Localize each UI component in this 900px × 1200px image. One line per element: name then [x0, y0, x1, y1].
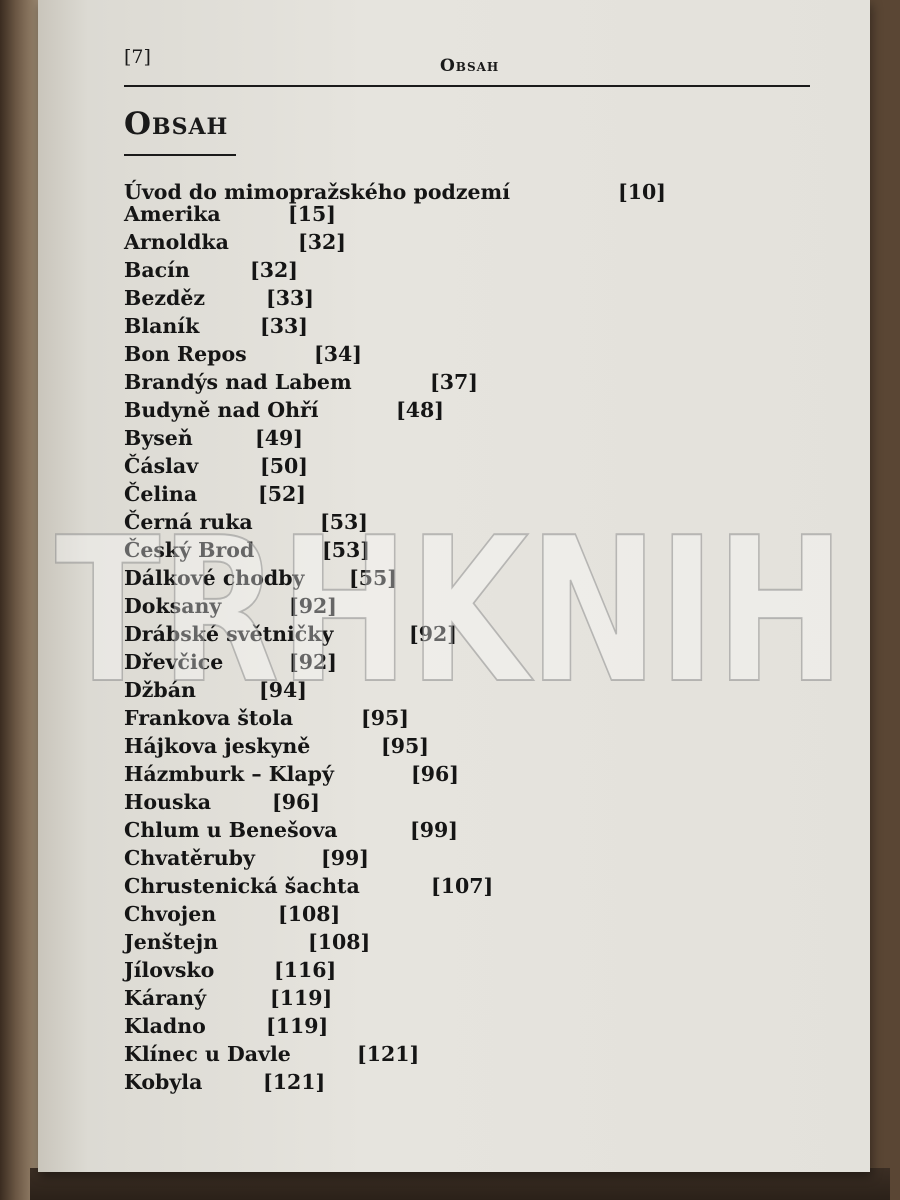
book-spine-shadow: [0, 0, 40, 1200]
toc-entry-page: [34]: [314, 342, 362, 366]
toc-entry-title: Dřevčice: [124, 650, 224, 674]
title-underline: [124, 154, 236, 156]
toc-entry-title: Doksany: [124, 594, 222, 618]
toc-entry-title: Hájkova jeskyně: [124, 734, 311, 758]
toc-entry-page: [92]: [409, 622, 457, 646]
toc-entry-page: [96]: [272, 790, 320, 814]
toc-entry-page: [48]: [396, 398, 444, 422]
toc-entry-title: Brandýs nad Labem: [124, 370, 352, 394]
toc-entry-page: [37]: [430, 370, 478, 394]
toc-entry-page: [33]: [266, 286, 314, 310]
toc-entry-page: [53]: [322, 538, 370, 562]
toc-entry-title: Blaník: [124, 314, 200, 338]
toc-entry-page: [92]: [289, 650, 337, 674]
toc-entry-title: Byseň: [124, 426, 193, 450]
toc-entry-page: [10]: [618, 180, 666, 204]
toc-entry-page: [15]: [288, 202, 336, 226]
toc-entry-title: Úvod do mimopražského podzemí: [124, 180, 510, 204]
toc-entry-page: [108]: [278, 902, 341, 926]
toc-entry-title: Houska: [124, 790, 211, 814]
toc-entry-page: [119]: [270, 986, 333, 1010]
toc-entry-page: [50]: [260, 454, 308, 478]
toc-entry-page: [119]: [266, 1014, 329, 1038]
toc-entry-title: Budyně nad Ohří: [124, 398, 319, 422]
book-bottom-edge: [30, 1168, 890, 1200]
toc-entry-title: Dálkové chodby: [124, 566, 305, 590]
running-head: Obsah: [440, 56, 500, 76]
toc-entry-title: Chrustenická šachta: [124, 874, 360, 898]
toc-entry-title: Klínec u Davle: [124, 1042, 291, 1066]
toc-entry-title: Drábské světničky: [124, 622, 334, 646]
toc-entry-title: Chvatěruby: [124, 846, 255, 870]
toc-entry-title: Jílovsko: [124, 958, 215, 982]
page-title: Obsah: [124, 106, 229, 142]
toc-entry-page: [55]: [349, 566, 397, 590]
toc-entry-page: [95]: [381, 734, 429, 758]
toc-entry-page: [53]: [320, 510, 368, 534]
toc-entry-title: Černá ruka: [124, 510, 253, 534]
toc-entry-page: [99]: [410, 818, 458, 842]
page-number: [7]: [124, 46, 151, 68]
toc-entry-page: [121]: [357, 1042, 420, 1066]
toc-entry-page: [49]: [255, 426, 303, 450]
toc-entry-title: Házmburk – Klapý: [124, 762, 334, 786]
toc-entry-page: [108]: [308, 930, 371, 954]
toc-entry-page: [116]: [274, 958, 337, 982]
toc-entry-title: Bon Repos: [124, 342, 247, 366]
toc-entry-title: Kladno: [124, 1014, 206, 1038]
watermark-text: TRHKNIH: [55, 495, 845, 715]
toc-entry-page: [95]: [361, 706, 409, 730]
toc-entry-title: Džbán: [124, 678, 196, 702]
toc-entry-page: [94]: [259, 678, 307, 702]
toc-entry-title: Amerika: [124, 202, 221, 226]
toc-entry-title: Frankova štola: [124, 706, 294, 730]
toc-entry-page: [32]: [250, 258, 298, 282]
toc-entry-title: Chlum u Benešova: [124, 818, 338, 842]
toc-entry-title: Arnoldka: [124, 230, 229, 254]
header-rule: [124, 85, 810, 87]
toc-entry-page: [33]: [260, 314, 308, 338]
toc-entry-page: [92]: [289, 594, 337, 618]
toc-entry-title: Chvojen: [124, 902, 217, 926]
toc-entry-page: [52]: [258, 482, 306, 506]
toc-entry-title: Jenštejn: [124, 930, 219, 954]
toc-entry-page: [107]: [431, 874, 494, 898]
toc-entry-page: [99]: [321, 846, 369, 870]
toc-entry-page: [96]: [411, 762, 459, 786]
toc-entry-title: Čelina: [124, 482, 198, 506]
toc-entry-page: [32]: [298, 230, 346, 254]
toc-entry-title: Kobyla: [124, 1070, 203, 1094]
toc-entry-title: Čáslav: [124, 454, 199, 478]
toc-entry-title: Český Brod: [124, 538, 255, 562]
toc-entry-page: [121]: [263, 1070, 326, 1094]
toc-entry-title: Káraný: [124, 986, 206, 1010]
toc-entry-title: Bezděz: [124, 286, 206, 310]
toc-entry-title: Bacín: [124, 258, 190, 282]
